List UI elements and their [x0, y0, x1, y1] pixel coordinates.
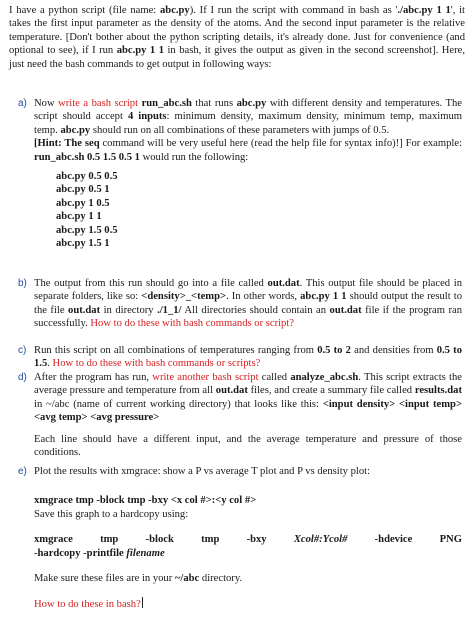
item-marker-a: a)	[18, 98, 27, 109]
intro-text: I have a python script (file name:	[9, 5, 160, 16]
example-command: abc.py 1.5 0.5	[56, 224, 118, 236]
item-e	[18, 465, 462, 612]
item-b-text: The output from this run should go into a file called out.dat. This output file should be placed in separate folders, like so: <density>_<temp>. In other words, abc.py 1 1 should output the result to the file out.dat in directory ./1_1/ All directories should contain an out.dat file if the program ran successfully. How to do these with bash commands or script?	[34, 278, 463, 330]
item-b	[18, 277, 463, 331]
red-highlight: How to do these with bash commands or scripts?	[52, 358, 261, 370]
item-marker-c: c)	[18, 345, 27, 356]
item-a	[18, 97, 462, 250]
intro-text: in bash, it gives the output as given in the second screenshot]. Here, just need the bash commands to get output in following ways:	[9, 45, 465, 70]
item-marker-d: d)	[18, 372, 27, 383]
hint-paragraph: [Hint: The seq command will be very useful here (read the help file for syntax info)!] For example: run_abc.sh 0.5 1.5 0.5 1 would run the following:	[34, 138, 462, 163]
xmgrace-command: xmgrace tmp -block tmp -bxy <x col #>:<y col #>	[34, 495, 257, 507]
item-marker-b: b)	[18, 278, 27, 289]
item-e-text: Plot the results with xmgrace: show a P vs average T plot and P vs density plot:	[34, 466, 371, 477]
intro-command: ./abc.py 1 1	[397, 5, 451, 16]
intro-paragraph	[9, 4, 465, 71]
final-question	[34, 597, 462, 611]
example-command: abc.py 0.5 1	[56, 184, 110, 196]
directory-note: Make sure these files are in your ~/abc directory.	[34, 573, 243, 585]
example-command-list	[56, 170, 462, 250]
red-highlight: How to do these with bash commands or script?	[90, 318, 294, 330]
intro-text: ', it takes the first input parameter as the density of the atoms. And the second input parameter is the relative temperature. [Don't bother about the python scripting details, it's already done. Just for convenience (and optional to see), if I run	[9, 5, 465, 57]
intro-filename: abc.py	[160, 5, 190, 16]
item-c-text: Run this script on all combinations of temperatures ranging from 0.5 to 2 and densities from 0.5 to 1.5. How to do these with bash commands or scripts?	[34, 345, 462, 370]
item-a-text: Now write a bash script run_abc.sh that runs abc.py with different density and temperatures. The script should accept 4 inputs: minimum density, maximum density, minimum temp, maximum temp. abc.py should run on all combinations of these parameters with jumps of 0.5.	[34, 98, 462, 136]
intro-text: ). If I run the script with command in bash as '	[189, 5, 398, 16]
red-highlight: write another bash script	[152, 372, 259, 383]
intro-command: abc.py 1 1	[116, 45, 164, 57]
red-highlight: How to do these in bash?	[34, 599, 141, 611]
item-marker-e: e)	[18, 466, 27, 477]
save-instruction: Save this graph to a hardcopy using:	[34, 508, 189, 520]
example-command: abc.py 1.5 1	[56, 237, 110, 249]
example-command: abc.py 1 0.5	[56, 197, 110, 209]
example-command: abc.py 1 1	[56, 211, 102, 223]
text-cursor	[142, 597, 143, 608]
item-d-second-paragraph: Each line should have a different input, and the average temperature and pressure of those conditions.	[34, 433, 462, 459]
item-d-text: After the program has run, write another bash script called analyze_abc.sh. This script extracts the average pressure and temperature from all out.dat files, and create a summary file called results.dat in ~/abc (name of current working directory) that looks like this: <input density> <input temp> <avg temp> <avg pressure>	[34, 372, 462, 424]
red-highlight: write a bash script	[58, 98, 139, 109]
item-d	[18, 371, 462, 459]
hardcopy-command-line2: -hardcopy -printfile filename	[34, 547, 165, 559]
example-command: abc.py 0.5 0.5	[56, 171, 118, 183]
item-c	[18, 344, 462, 371]
hardcopy-command-line1: xmgrace tmp -block tmp -bxy Xcol#:Ycol# -hdevice PNG	[34, 534, 462, 546]
